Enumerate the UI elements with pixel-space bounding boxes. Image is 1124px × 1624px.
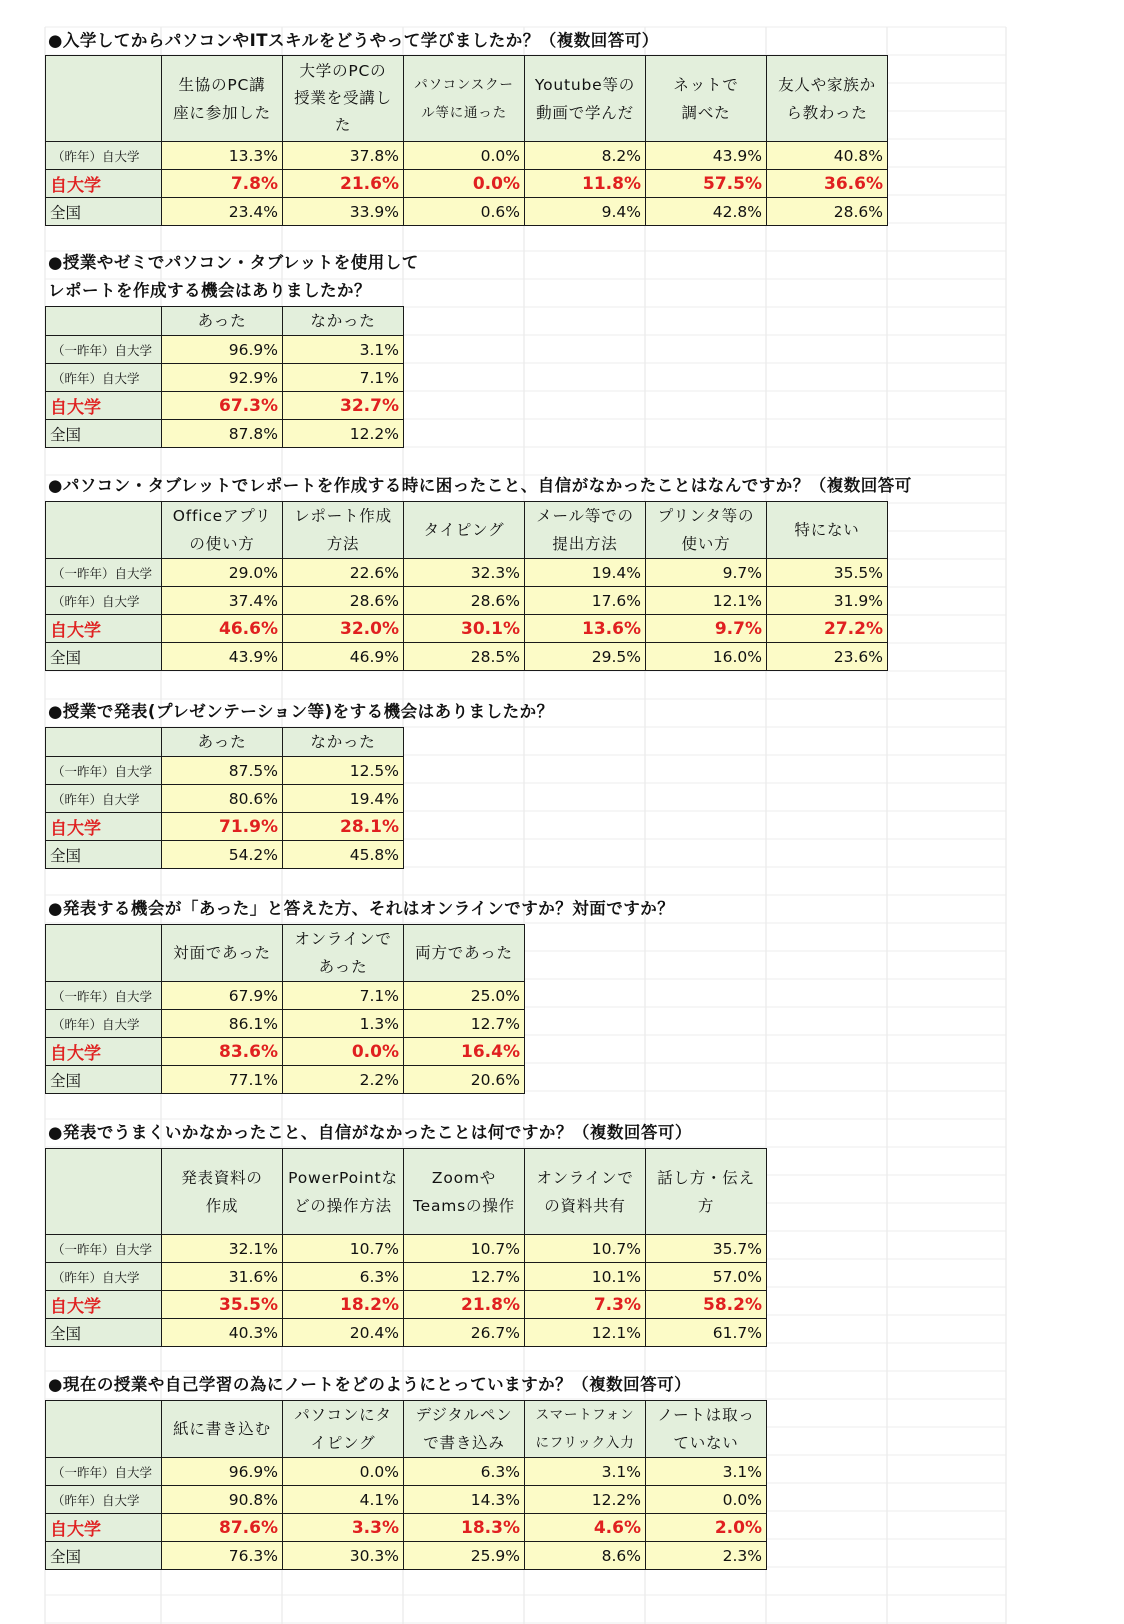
value-cell[interactable]: 3.1% — [525, 1458, 646, 1486]
column-header[interactable] — [525, 56, 646, 142]
table-row — [46, 1235, 767, 1263]
column-header-line: 話し方・伝え — [657, 1168, 755, 1187]
value-cell[interactable]: 35.5% — [767, 559, 888, 587]
value-cell[interactable]: 0.0% — [283, 1038, 404, 1066]
row-label-cell[interactable]: （昨年）自大学 — [46, 364, 162, 392]
value-cell[interactable]: 54.2% — [162, 841, 283, 869]
row-label-cell[interactable]: 自大学 — [46, 1038, 162, 1066]
column-header[interactable] — [646, 56, 767, 142]
value-cell[interactable]: 12.2% — [283, 420, 404, 448]
value-cell[interactable]: 2.3% — [646, 1542, 767, 1570]
column-header[interactable] — [646, 1149, 767, 1235]
data-table — [45, 727, 404, 869]
value-cell[interactable]: 43.9% — [162, 643, 283, 671]
value-cell[interactable]: 16.0% — [646, 643, 767, 671]
table-row — [46, 813, 404, 841]
value-cell[interactable]: 36.6% — [767, 170, 888, 198]
value-cell[interactable]: 28.6% — [767, 198, 888, 226]
table-row — [46, 420, 404, 448]
value-cell[interactable]: 12.7% — [404, 1010, 525, 1038]
column-header[interactable] — [162, 728, 283, 757]
row-label-cell[interactable]: （一昨年）自大学 — [46, 757, 162, 785]
column-header-line: Zoomや — [431, 1168, 497, 1187]
value-cell[interactable]: 10.1% — [525, 1263, 646, 1291]
table-row — [46, 198, 888, 226]
value-cell[interactable]: 28.6% — [404, 587, 525, 615]
value-cell[interactable]: 33.9% — [283, 198, 404, 226]
value-cell[interactable]: 10.7% — [283, 1235, 404, 1263]
table-row — [46, 1486, 767, 1514]
column-header[interactable] — [162, 502, 283, 559]
value-cell[interactable]: 46.9% — [283, 643, 404, 671]
column-header-line: ノートは取っ — [657, 1406, 755, 1424]
row-label-cell[interactable]: （昨年）自大学 — [46, 142, 162, 170]
row-label-cell[interactable]: 自大学 — [46, 813, 162, 841]
column-header-line: あった — [197, 733, 247, 751]
column-header[interactable] — [162, 925, 283, 982]
table-row — [46, 785, 404, 813]
value-cell[interactable]: 83.6% — [162, 1038, 283, 1066]
column-header[interactable] — [525, 1149, 646, 1235]
value-cell[interactable]: 23.6% — [767, 643, 888, 671]
value-cell[interactable]: 8.2% — [525, 142, 646, 170]
column-header[interactable] — [525, 502, 646, 559]
value-cell[interactable]: 23.4% — [162, 198, 283, 226]
value-cell[interactable]: 96.9% — [162, 1458, 283, 1486]
column-header-line: 作成 — [205, 1196, 239, 1215]
column-header[interactable] — [283, 925, 404, 982]
row-label-cell[interactable]: 自大学 — [46, 392, 162, 420]
row-label-cell[interactable]: 全国 — [46, 1319, 162, 1347]
value-cell[interactable]: 16.4% — [404, 1038, 525, 1066]
column-header[interactable] — [404, 1149, 525, 1235]
table-row — [46, 142, 888, 170]
header-row — [46, 1401, 767, 1458]
column-header-line: メール等での — [536, 507, 634, 525]
table-row — [46, 1319, 767, 1347]
value-cell[interactable]: 28.5% — [404, 643, 525, 671]
column-header[interactable] — [283, 502, 404, 559]
value-cell[interactable]: 32.1% — [162, 1235, 283, 1263]
value-cell[interactable]: 28.1% — [283, 813, 404, 841]
section-title: ●現在の授業や自己学習の為にノートをどのようにとっていますか？（複数回答可） — [48, 1375, 692, 1394]
table-row — [46, 1542, 767, 1570]
value-cell[interactable]: 11.8% — [525, 170, 646, 198]
value-cell[interactable]: 2.0% — [646, 1514, 767, 1542]
table-row — [46, 559, 888, 587]
table-row — [46, 1263, 767, 1291]
table-row — [46, 1010, 525, 1038]
header-corner-cell[interactable] — [46, 1401, 162, 1458]
column-header-line: 両方であった — [415, 944, 513, 962]
column-header[interactable] — [283, 728, 404, 757]
row-label-cell[interactable]: （昨年）自大学 — [46, 1010, 162, 1038]
value-cell[interactable]: 13.3% — [162, 142, 283, 170]
value-cell[interactable]: 8.6% — [525, 1542, 646, 1570]
row-label-cell[interactable]: 自大学 — [46, 1291, 162, 1319]
column-header[interactable] — [283, 1149, 404, 1235]
column-header[interactable] — [646, 1401, 767, 1458]
value-cell[interactable]: 18.2% — [283, 1291, 404, 1319]
section-title: ●発表する機会が「あった」と答えた方、それはオンラインですか？対面ですか？ — [48, 899, 675, 918]
header-corner-cell[interactable] — [46, 1149, 162, 1235]
value-cell[interactable]: 77.1% — [162, 1066, 283, 1094]
table-row — [46, 587, 888, 615]
column-header[interactable] — [283, 56, 404, 142]
column-header-line: Officeアプリ — [172, 507, 272, 525]
row-label-cell[interactable]: （昨年）自大学 — [46, 587, 162, 615]
column-header-line: で書き込み — [423, 1434, 505, 1452]
section-title: ●授業やゼミでパソコン・タブレットを使用して — [48, 253, 419, 272]
value-cell[interactable]: 43.9% — [646, 142, 767, 170]
value-cell[interactable]: 20.4% — [283, 1319, 404, 1347]
value-cell[interactable]: 0.0% — [404, 170, 525, 198]
table-row — [46, 982, 525, 1010]
table-row — [46, 841, 404, 869]
data-table — [45, 924, 525, 1094]
header-row — [46, 925, 525, 982]
row-label-cell[interactable]: （昨年）自大学 — [46, 785, 162, 813]
row-label-cell[interactable]: 自大学 — [46, 1514, 162, 1542]
row-label-cell[interactable]: （一昨年）自大学 — [46, 1235, 162, 1263]
value-cell[interactable]: 12.1% — [646, 587, 767, 615]
value-cell[interactable]: 2.2% — [283, 1066, 404, 1094]
data-table — [45, 306, 404, 448]
value-cell[interactable]: 87.6% — [162, 1514, 283, 1542]
value-cell[interactable]: 17.6% — [525, 587, 646, 615]
column-header-line: パソコンにタ — [294, 1406, 392, 1424]
value-cell[interactable]: 32.3% — [404, 559, 525, 587]
value-cell[interactable]: 18.3% — [404, 1514, 525, 1542]
header-row — [46, 1149, 767, 1235]
value-cell[interactable]: 14.3% — [404, 1486, 525, 1514]
column-header-line: 座に参加した — [173, 103, 271, 122]
value-cell[interactable]: 19.4% — [525, 559, 646, 587]
value-cell[interactable]: 76.3% — [162, 1542, 283, 1570]
value-cell[interactable]: 12.7% — [404, 1263, 525, 1291]
table-row — [46, 336, 404, 364]
value-cell[interactable]: 31.9% — [767, 587, 888, 615]
value-cell[interactable]: 3.1% — [646, 1458, 767, 1486]
column-header-line: なかった — [310, 733, 376, 751]
section-title: ●パソコン・タブレットでレポートを作成する時に困ったこと、自信がなかったことはなんですか？（複数回答可 — [48, 476, 912, 495]
value-cell[interactable]: 4.1% — [283, 1486, 404, 1514]
column-header-line: 紙に書き込む — [173, 1420, 271, 1438]
column-header-line: ら教わった — [786, 103, 868, 122]
row-label-cell[interactable]: 自大学 — [46, 615, 162, 643]
value-cell[interactable]: 7.1% — [283, 982, 404, 1010]
column-header-line: パソコンスクー — [414, 76, 514, 93]
value-cell[interactable]: 13.6% — [525, 615, 646, 643]
column-header-line: スマートフォン — [535, 1407, 635, 1423]
value-cell[interactable]: 25.9% — [404, 1542, 525, 1570]
column-header-line: Teamsの操作 — [413, 1196, 515, 1215]
section-title: ●授業で発表(プレゼンテーション等)をする機会はありましたか？ — [48, 702, 554, 721]
table-row — [46, 1291, 767, 1319]
column-header-line: 動画で学んだ — [536, 103, 634, 122]
section-title: ●発表でうまくいかなかったこと、自信がなかったことは何ですか？（複数回答可） — [48, 1123, 692, 1142]
value-cell[interactable]: 7.8% — [162, 170, 283, 198]
value-cell[interactable]: 3.3% — [283, 1514, 404, 1542]
value-cell[interactable]: 0.0% — [646, 1486, 767, 1514]
value-cell[interactable]: 46.6% — [162, 615, 283, 643]
value-cell[interactable]: 21.8% — [404, 1291, 525, 1319]
value-cell[interactable]: 0.0% — [404, 142, 525, 170]
column-header-line: タイピング — [423, 521, 505, 539]
table-row — [46, 170, 888, 198]
column-header[interactable] — [162, 56, 283, 142]
value-cell[interactable]: 58.2% — [646, 1291, 767, 1319]
column-header-line: オンラインで — [536, 1168, 634, 1187]
column-header-line: 発表資料の — [181, 1168, 263, 1187]
column-header-line: ル等に通った — [421, 104, 507, 121]
header-corner-cell[interactable] — [46, 925, 162, 982]
value-cell[interactable]: 20.6% — [404, 1066, 525, 1094]
column-header-line: の使い方 — [189, 535, 255, 553]
header-corner-cell[interactable] — [46, 728, 162, 757]
column-header-line: にフリック入力 — [535, 1435, 635, 1451]
value-cell[interactable]: 26.7% — [404, 1319, 525, 1347]
value-cell[interactable]: 30.3% — [283, 1542, 404, 1570]
column-header-line: 方法 — [326, 535, 360, 553]
value-cell[interactable]: 35.5% — [162, 1291, 283, 1319]
value-cell[interactable]: 30.1% — [404, 615, 525, 643]
value-cell[interactable]: 12.5% — [283, 757, 404, 785]
table-row — [46, 1514, 767, 1542]
value-cell[interactable]: 57.0% — [646, 1263, 767, 1291]
table-row — [46, 1038, 525, 1066]
header-corner-cell[interactable] — [46, 502, 162, 559]
row-label-cell[interactable]: 全国 — [46, 198, 162, 226]
header-row — [46, 56, 888, 142]
column-header-line: イピング — [310, 1434, 376, 1452]
column-header[interactable] — [767, 502, 888, 559]
column-header[interactable] — [767, 56, 888, 142]
value-cell[interactable]: 87.5% — [162, 757, 283, 785]
row-label-cell[interactable]: 自大学 — [46, 170, 162, 198]
row-label-cell[interactable]: 全国 — [46, 643, 162, 671]
column-header[interactable] — [404, 1401, 525, 1458]
column-header-line: の資料共有 — [544, 1196, 626, 1215]
value-cell[interactable]: 0.6% — [404, 198, 525, 226]
row-label-cell[interactable]: 全国 — [46, 1542, 162, 1570]
column-header-line: オンラインで — [294, 930, 392, 948]
value-cell[interactable]: 27.2% — [767, 615, 888, 643]
value-cell[interactable]: 42.8% — [646, 198, 767, 226]
data-table — [45, 1400, 767, 1570]
column-header-line: Youtube等の — [534, 75, 636, 94]
section-title-line2: レポートを作成する機会はありましたか？ — [48, 281, 371, 300]
column-header-line: あった — [197, 312, 247, 330]
column-header[interactable] — [646, 502, 767, 559]
row-label-cell[interactable]: 全国 — [46, 841, 162, 869]
value-cell[interactable]: 9.7% — [646, 615, 767, 643]
column-header-line: ネットで — [673, 75, 739, 94]
value-cell[interactable]: 96.9% — [162, 336, 283, 364]
value-cell[interactable]: 35.7% — [646, 1235, 767, 1263]
value-cell[interactable]: 45.8% — [283, 841, 404, 869]
value-cell[interactable]: 10.7% — [404, 1235, 525, 1263]
value-cell[interactable]: 57.5% — [646, 170, 767, 198]
row-label-cell[interactable]: 全国 — [46, 1066, 162, 1094]
column-header-line: プリンタ等の — [657, 507, 755, 525]
value-cell[interactable]: 40.3% — [162, 1319, 283, 1347]
table-row — [46, 615, 888, 643]
row-label-cell[interactable]: 全国 — [46, 420, 162, 448]
column-header-line: なかった — [310, 312, 376, 330]
column-header-line: 方 — [697, 1196, 715, 1215]
value-cell[interactable]: 28.6% — [283, 587, 404, 615]
value-cell[interactable]: 29.0% — [162, 559, 283, 587]
value-cell[interactable]: 87.8% — [162, 420, 283, 448]
column-header[interactable] — [162, 1149, 283, 1235]
value-cell[interactable]: 67.3% — [162, 392, 283, 420]
column-header-line: PowerPointな — [288, 1168, 398, 1187]
column-header[interactable] — [404, 925, 525, 982]
column-header[interactable] — [162, 307, 283, 336]
value-cell[interactable]: 12.2% — [525, 1486, 646, 1514]
column-header[interactable] — [404, 502, 525, 559]
value-cell[interactable]: 32.0% — [283, 615, 404, 643]
row-label-cell[interactable]: （一昨年）自大学 — [46, 559, 162, 587]
header-corner-cell[interactable] — [46, 307, 162, 336]
section-title: ●入学してからパソコンやITスキルをどう​やって学びましたか？（複数回答可） — [48, 31, 659, 50]
column-header[interactable] — [283, 307, 404, 336]
column-header[interactable] — [404, 56, 525, 142]
value-cell[interactable]: 12.1% — [525, 1319, 646, 1347]
row-label-cell[interactable]: （昨年）自大学 — [46, 1263, 162, 1291]
column-header-line: 授業を受講し — [294, 89, 392, 107]
value-cell[interactable]: 10.7% — [525, 1235, 646, 1263]
value-cell[interactable]: 32.7% — [283, 392, 404, 420]
data-table — [45, 55, 888, 226]
value-cell[interactable]: 67.9% — [162, 982, 283, 1010]
value-cell[interactable]: 71.9% — [162, 813, 283, 841]
value-cell[interactable]: 9.7% — [646, 559, 767, 587]
value-cell[interactable]: 40.8% — [767, 142, 888, 170]
table-row — [46, 364, 404, 392]
column-header-line: 生協のPC講 — [178, 75, 266, 94]
value-cell[interactable]: 22.6% — [283, 559, 404, 587]
row-label-cell[interactable]: （一昨年）自大学 — [46, 1458, 162, 1486]
table-row — [46, 643, 888, 671]
column-header-line: た — [334, 116, 352, 134]
table-row — [46, 757, 404, 785]
column-header-line: 対面であった — [173, 944, 271, 962]
column-header-line: デジタルペン — [415, 1406, 513, 1424]
header-row — [46, 307, 404, 336]
value-cell[interactable]: 90.8% — [162, 1486, 283, 1514]
column-header-line: 特にない — [794, 521, 860, 539]
table-row — [46, 1066, 525, 1094]
value-cell[interactable]: 4.6% — [525, 1514, 646, 1542]
column-header[interactable] — [525, 1401, 646, 1458]
value-cell[interactable]: 0.0% — [283, 1458, 404, 1486]
header-row — [46, 502, 888, 559]
column-header-line: どの操作方法 — [294, 1196, 392, 1215]
column-header-line: 調べた — [681, 103, 731, 122]
header-corner-cell[interactable] — [46, 56, 162, 142]
value-cell[interactable]: 86.1% — [162, 1010, 283, 1038]
column-header[interactable] — [283, 1401, 404, 1458]
column-header-line: あった — [318, 958, 368, 976]
value-cell[interactable]: 31.6% — [162, 1263, 283, 1291]
value-cell[interactable]: 61.7% — [646, 1319, 767, 1347]
value-cell[interactable]: 6.3% — [283, 1263, 404, 1291]
column-header-line: 友人や家族か — [778, 75, 876, 94]
value-cell[interactable]: 7.1% — [283, 364, 404, 392]
data-table — [45, 1148, 767, 1347]
value-cell[interactable]: 21.6% — [283, 170, 404, 198]
row-label-cell[interactable]: （一昨年）自大学 — [46, 982, 162, 1010]
table-row — [46, 392, 404, 420]
row-label-cell[interactable]: （一昨年）自大学 — [46, 336, 162, 364]
data-table — [45, 501, 888, 671]
value-cell[interactable]: 9.4% — [525, 198, 646, 226]
value-cell[interactable]: 29.5% — [525, 643, 646, 671]
column-header-line: 大学のPCの — [299, 62, 387, 80]
column-header-line: 使い方 — [681, 535, 731, 553]
column-header-line: ていない — [673, 1434, 739, 1452]
column-header-line: 提出方法 — [552, 535, 618, 553]
value-cell[interactable]: 6.3% — [404, 1458, 525, 1486]
value-cell[interactable]: 1.3% — [283, 1010, 404, 1038]
row-label-cell[interactable]: （昨年）自大学 — [46, 1486, 162, 1514]
value-cell[interactable]: 37.8% — [283, 142, 404, 170]
header-row — [46, 728, 404, 757]
column-header[interactable] — [162, 1401, 283, 1458]
column-header-line: レポート作成 — [294, 507, 392, 525]
value-cell[interactable]: 92.9% — [162, 364, 283, 392]
value-cell[interactable]: 7.3% — [525, 1291, 646, 1319]
value-cell[interactable]: 3.1% — [283, 336, 404, 364]
value-cell[interactable]: 37.4% — [162, 587, 283, 615]
value-cell[interactable]: 25.0% — [404, 982, 525, 1010]
value-cell[interactable]: 19.4% — [283, 785, 404, 813]
value-cell[interactable]: 80.6% — [162, 785, 283, 813]
table-row — [46, 1458, 767, 1486]
